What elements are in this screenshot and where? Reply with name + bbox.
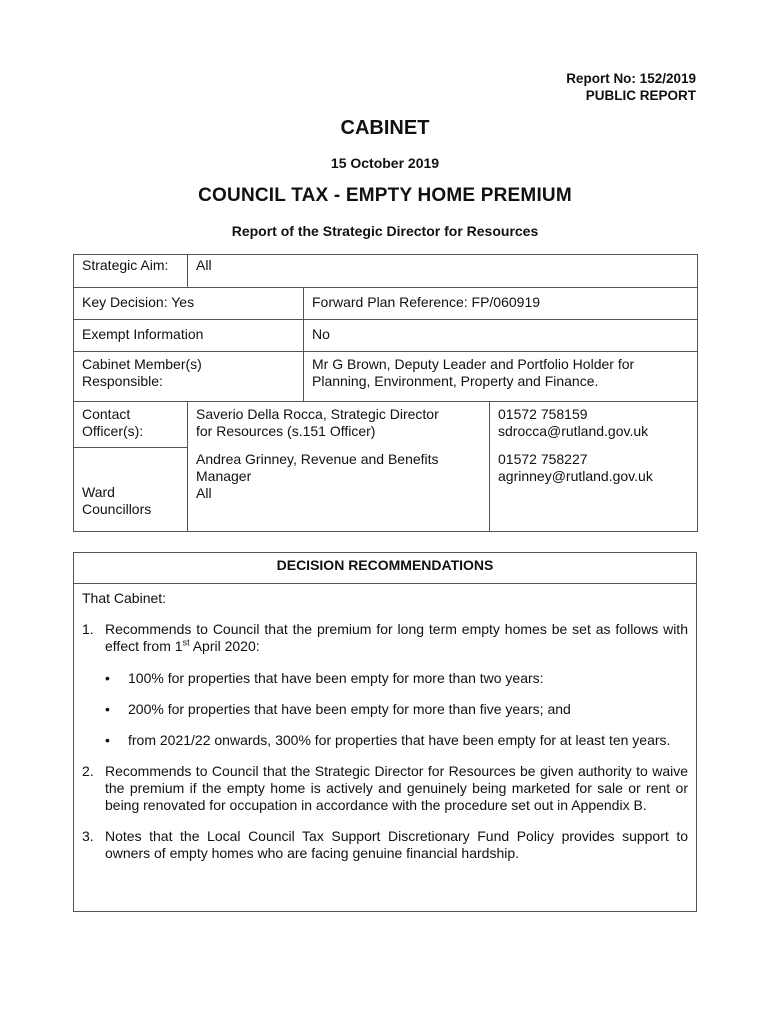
strategic-aim-label: Strategic Aim: [74, 255, 188, 288]
contact2-name-line: Manager [196, 467, 252, 484]
ward-label-line: Ward [82, 484, 115, 500]
bullet-icon: • [105, 701, 110, 717]
decision-heading: DECISION RECOMMENDATIONS [74, 553, 696, 584]
item-number: 3. [82, 828, 94, 844]
key-decision: Key Decision: Yes [74, 288, 304, 320]
bullet-icon: • [105, 670, 110, 686]
bullet-icon: • [105, 732, 110, 748]
decision-body [74, 584, 696, 862]
item-number: 1. [82, 621, 94, 637]
cabinet-member-value-line: Planning, Environment, Property and Finance. [312, 373, 599, 389]
report-header [566, 70, 696, 104]
bullet-text: 100% for properties that have been empty for more than two years: [128, 670, 544, 686]
contact2-and-ward [188, 448, 490, 532]
contact1-name-line: for Resources (s.151 Officer) [196, 423, 376, 439]
report-type: PUBLIC REPORT [585, 88, 696, 103]
contact-label-line: Officer(s): [82, 423, 144, 439]
item1-superscript: st [182, 637, 190, 648]
contact2-phone: 01572 758227 [498, 450, 588, 467]
table-row [74, 402, 698, 448]
table-row [74, 288, 698, 320]
contact2-details [490, 448, 698, 532]
list-item [82, 763, 688, 814]
meeting-date: 15 October 2019 [330, 155, 440, 171]
cabinet-member-value [304, 352, 698, 402]
list-item [82, 621, 688, 749]
table-row [74, 255, 698, 288]
meeting-name: CABINET [340, 117, 430, 139]
report-number: Report No: 152/2019 [566, 71, 696, 86]
strategic-aim-value: All [188, 255, 698, 288]
report-subtitle: Report of the Strategic Director for Resources [231, 223, 539, 239]
ward-label-line: Councillors [82, 501, 152, 517]
ward-councillors-label [74, 448, 188, 532]
list-item [105, 670, 688, 687]
ward-councillors-value: All [196, 484, 212, 501]
list-item [105, 732, 688, 749]
list-item [82, 828, 688, 862]
contact2-name-line: Andrea Grinney, Revenue and Benefits [196, 450, 439, 467]
contact-label-line: Contact [82, 406, 131, 422]
contact-officer-label [74, 402, 188, 448]
item-number: 2. [82, 763, 94, 779]
cabinet-member-value-line: Mr G Brown, Deputy Leader and Portfolio Holder for [312, 356, 635, 372]
cabinet-member-label [74, 352, 304, 402]
contact1-details [490, 402, 698, 448]
item-text [105, 621, 688, 749]
contact1-name-line: Saverio Della Rocca, Strategic Director [196, 406, 439, 422]
bullet-text: from 2021/22 onwards, 300% for properties that have been empty for at least ten years. [128, 732, 671, 748]
contact1-email: sdrocca@rutland.gov.uk [498, 423, 649, 439]
table-row [74, 448, 698, 532]
contact1-name [188, 402, 490, 448]
table-row [74, 320, 698, 352]
contact1-phone: 01572 758159 [498, 406, 588, 422]
item1-text-a: Recommends to Council that the premium for long term empty homes be set as follows with effect from 1 [105, 621, 688, 654]
forward-plan-reference: Forward Plan Reference: FP/060919 [304, 288, 698, 320]
contact2-email: agrinney@rutland.gov.uk [498, 467, 653, 484]
table-row [74, 352, 698, 402]
list-item [105, 701, 688, 718]
bullet-text: 200% for properties that have been empty for more than five years; and [128, 701, 571, 717]
exempt-info-label: Exempt Information [74, 320, 304, 352]
report-info-table [73, 254, 698, 532]
exempt-info-value: No [304, 320, 698, 352]
cabinet-member-label-line: Cabinet Member(s) [82, 356, 202, 372]
item-text: Notes that the Local Council Tax Support Discretionary Fund Policy provides support to owners of empty homes who are facing genuine financial hardship. [105, 828, 688, 861]
decision-intro: That Cabinet: [82, 590, 167, 606]
cabinet-member-label-line: Responsible: [82, 373, 163, 389]
decision-recommendations-box [73, 552, 697, 912]
page-title: COUNCIL TAX - EMPTY HOME PREMIUM [198, 185, 572, 206]
item-text: Recommends to Council that the Strategic Director for Resources be given authority to waive the premium if the empty home is actively and genuinely being marketed for sale or rent or being renovated for occupation in accordance with the procedure set out in Appendix B. [105, 763, 688, 813]
item1-text-b: April 2020: [189, 638, 260, 654]
